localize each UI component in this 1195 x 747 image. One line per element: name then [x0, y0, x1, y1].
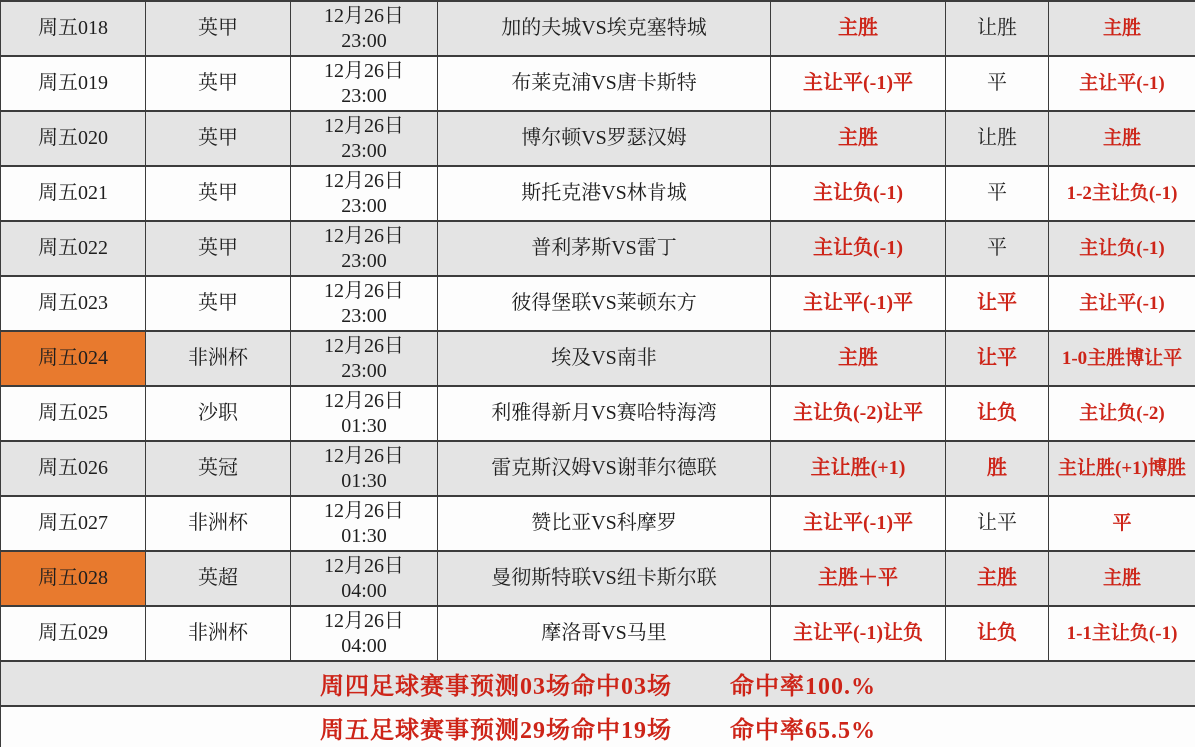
match-cell: 普利茅斯VS雷丁 — [438, 222, 771, 275]
datetime-cell — [291, 222, 438, 275]
match-id-cell: 周五027 — [1, 497, 146, 550]
league-cell: 英超 — [146, 552, 291, 605]
result-cell: 平 — [946, 57, 1049, 110]
table-row — [1, 332, 1195, 387]
league-cell: 英甲 — [146, 2, 291, 55]
result-cell: 让负 — [946, 607, 1049, 660]
date-text: 12月26日 — [324, 169, 404, 192]
result-cell: 让胜 — [946, 112, 1049, 165]
match-id-cell: 周五026 — [1, 442, 146, 495]
match-id-cell: 周五025 — [1, 387, 146, 440]
table-row — [1, 607, 1195, 662]
league-cell: 英甲 — [146, 112, 291, 165]
datetime-cell — [291, 112, 438, 165]
result-cell: 让平 — [946, 277, 1049, 330]
datetime-cell — [291, 277, 438, 330]
time-text: 01:30 — [341, 469, 387, 492]
match-id-cell: 周五019 — [1, 57, 146, 110]
date-text: 12月26日 — [324, 224, 404, 247]
match-id-cell: 周五028 — [1, 552, 146, 605]
league-cell: 非洲杯 — [146, 607, 291, 660]
match-id-cell: 周五023 — [1, 277, 146, 330]
time-text: 23:00 — [341, 139, 387, 162]
match-cell: 摩洛哥VS马里 — [438, 607, 771, 660]
time-text: 04:00 — [341, 579, 387, 602]
recommendation-cell: 1-1主让负(-1) — [1066, 623, 1178, 644]
prediction-cell: 主胜＋平 — [771, 552, 946, 605]
match-cell: 埃及VS南非 — [438, 332, 771, 385]
date-text: 12月26日 — [324, 279, 404, 302]
time-text: 23:00 — [341, 29, 387, 52]
prediction-cell: 主让胜(+1) — [771, 442, 946, 495]
prediction-cell: 主让平(-1)平 — [771, 497, 946, 550]
datetime-cell — [291, 332, 438, 385]
recommendation-cell: 1-0主胜博让平 — [1061, 348, 1183, 369]
date-text: 12月26日 — [324, 334, 404, 357]
result-cell: 主胜 — [946, 552, 1049, 605]
table-row — [1, 552, 1195, 607]
match-id-cell: 周五020 — [1, 112, 146, 165]
datetime-cell — [291, 607, 438, 660]
date-text: 12月26日 — [324, 114, 404, 137]
prediction-cell: 主胜 — [771, 2, 946, 55]
result-cell: 平 — [946, 167, 1049, 220]
time-text: 01:30 — [341, 524, 387, 547]
recommendation-cell: 平 — [1112, 513, 1132, 534]
date-text: 12月26日 — [324, 389, 404, 412]
time-text: 04:00 — [341, 634, 387, 657]
league-cell: 非洲杯 — [146, 332, 291, 385]
date-text: 12月26日 — [324, 4, 404, 27]
table-row — [1, 2, 1195, 57]
league-cell: 英甲 — [146, 277, 291, 330]
prediction-cell: 主让负(-1) — [771, 167, 946, 220]
match-id-cell: 周五022 — [1, 222, 146, 275]
match-id-cell: 周五024 — [1, 332, 146, 385]
time-text: 23:00 — [341, 84, 387, 107]
match-cell: 彼得堡联VS莱顿东方 — [438, 277, 771, 330]
datetime-cell — [291, 387, 438, 440]
friday-summary-label: 周五足球赛事预测29场命中19场 — [320, 718, 672, 744]
datetime-cell — [291, 442, 438, 495]
prediction-cell: 主让平(-1)平 — [771, 277, 946, 330]
table-row — [1, 222, 1195, 277]
table-row — [1, 277, 1195, 332]
league-cell: 英甲 — [146, 222, 291, 275]
recommendation-cell: 主让胜(+1)博胜 — [1058, 458, 1186, 479]
datetime-cell — [291, 2, 438, 55]
match-id-cell: 周五029 — [1, 607, 146, 660]
match-cell: 曼彻斯特联VS纽卡斯尔联 — [438, 552, 771, 605]
result-cell: 平 — [946, 222, 1049, 275]
date-text: 12月26日 — [324, 499, 404, 522]
result-cell: 让胜 — [946, 2, 1049, 55]
table-row — [1, 497, 1195, 552]
table-row — [1, 57, 1195, 112]
table-row — [1, 387, 1195, 442]
prediction-cell: 主胜 — [771, 332, 946, 385]
prediction-cell: 主胜 — [771, 112, 946, 165]
recommendation-cell: 1-2主让负(-1) — [1066, 183, 1178, 204]
match-cell: 博尔顿VS罗瑟汉姆 — [438, 112, 771, 165]
datetime-cell — [291, 57, 438, 110]
match-cell: 布莱克浦VS唐卡斯特 — [438, 57, 771, 110]
date-text: 12月26日 — [324, 59, 404, 82]
prediction-cell: 主让负(-1) — [771, 222, 946, 275]
league-cell: 非洲杯 — [146, 497, 291, 550]
match-cell: 加的夫城VS埃克塞特城 — [438, 2, 771, 55]
table-row — [1, 112, 1195, 167]
match-cell: 利雅得新月VS赛哈特海湾 — [438, 387, 771, 440]
time-text: 23:00 — [341, 304, 387, 327]
time-text: 23:00 — [341, 249, 387, 272]
result-cell: 让平 — [946, 497, 1049, 550]
table-rows — [1, 2, 1195, 662]
recommendation-cell: 主让平(-1) — [1079, 293, 1165, 314]
recommendation-cell: 主让平(-1) — [1079, 73, 1165, 94]
recommendation-cell: 主胜 — [1102, 128, 1141, 149]
match-id-cell: 周五021 — [1, 167, 146, 220]
datetime-cell — [291, 167, 438, 220]
time-text: 23:00 — [341, 359, 387, 382]
match-cell: 斯托克港VS林肯城 — [438, 167, 771, 220]
prediction-cell: 主让平(-1)平 — [771, 57, 946, 110]
recommendation-cell: 主让负(-2) — [1079, 403, 1165, 424]
friday-summary-row — [1, 707, 1195, 747]
thursday-summary-row — [1, 662, 1195, 707]
league-cell: 英甲 — [146, 167, 291, 220]
date-text: 12月26日 — [324, 444, 404, 467]
friday-hit-rate: 命中率65.5% — [730, 718, 876, 744]
time-text: 23:00 — [341, 194, 387, 217]
datetime-cell — [291, 497, 438, 550]
result-cell: 让负 — [946, 387, 1049, 440]
thursday-hit-rate: 命中率100.% — [730, 674, 876, 700]
league-cell: 英冠 — [146, 442, 291, 495]
prediction-cell: 主让平(-1)让负 — [771, 607, 946, 660]
recommendation-cell: 主胜 — [1102, 568, 1141, 589]
match-id-cell: 周五018 — [1, 2, 146, 55]
date-text: 12月26日 — [324, 609, 404, 632]
time-text: 01:30 — [341, 414, 387, 437]
table-row — [1, 442, 1195, 497]
prediction-cell: 主让负(-2)让平 — [771, 387, 946, 440]
league-cell: 英甲 — [146, 57, 291, 110]
match-cell: 雷克斯汉姆VS谢菲尔德联 — [438, 442, 771, 495]
league-cell: 沙职 — [146, 387, 291, 440]
date-text: 12月26日 — [324, 554, 404, 577]
match-cell: 赞比亚VS科摩罗 — [438, 497, 771, 550]
thursday-summary-label: 周四足球赛事预测03场命中03场 — [320, 674, 672, 700]
recommendation-cell: 主胜 — [1102, 18, 1141, 39]
datetime-cell — [291, 552, 438, 605]
recommendation-cell: 主让负(-1) — [1079, 238, 1165, 259]
table-row — [1, 167, 1195, 222]
result-cell: 胜 — [946, 442, 1049, 495]
result-cell: 让平 — [946, 332, 1049, 385]
